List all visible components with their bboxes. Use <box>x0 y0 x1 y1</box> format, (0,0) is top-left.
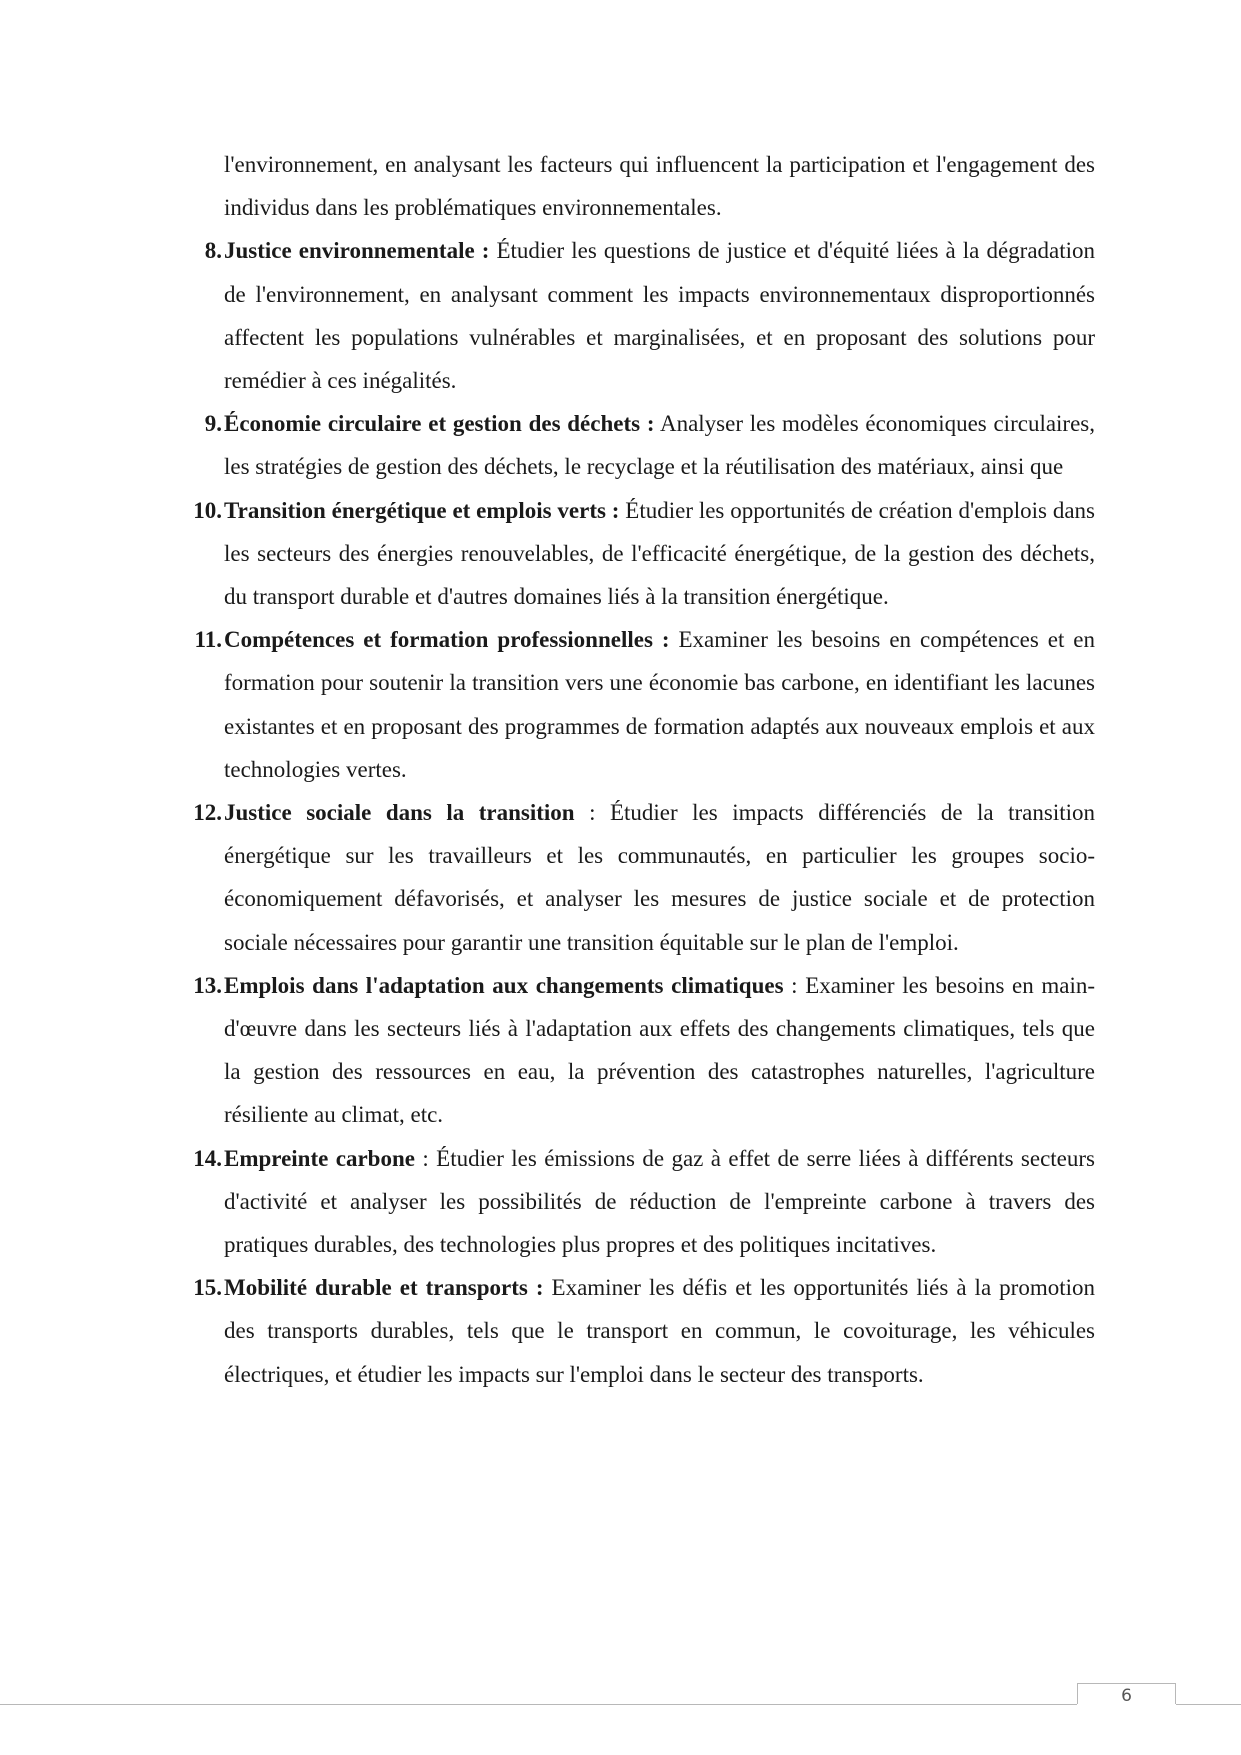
item-number: 8. <box>204 238 222 264</box>
item-number: 9. <box>204 411 222 437</box>
item-title: Emplois dans l'adaptation aux changements climatiques <box>224 972 784 998</box>
item-title: Compétences et formation professionnelles : <box>224 627 670 653</box>
list-item <box>186 402 1095 488</box>
item-body: Étudier les impacts différenciés de la transition énergétique sur les travailleurs et les communautés, en particulier les groupes socio-économiquement défavorisés, et analyser les mesures de justice sociale et de protection sociale nécessaires pour garantir une transition équitable sur le plan de l'emploi. <box>224 800 1096 955</box>
item-body: Examiner les besoins en main-d'œuvre dans les secteurs liés à l'adaptation aux effets des changements climatiques, tels que la gestion des ressources en eau, la prévention des catastrophes naturelles, l'agriculture résiliente au climat, etc. <box>224 972 1095 1128</box>
document-body <box>186 143 1095 1396</box>
item-number: 12. <box>193 800 222 826</box>
item-separator: : <box>414 1145 437 1171</box>
list-item <box>186 229 1095 402</box>
item-separator: : <box>783 972 806 998</box>
item-title: Justice sociale dans la transition <box>224 800 575 826</box>
item-body: Examiner les défis et les opportunités liés à la promotion des transports durables, tels que le transport en commun, le covoiturage, les véhicules électriques, et étudier les impacts sur l'emploi dans le secteur des transports. <box>224 1275 1095 1387</box>
item-separator: : <box>574 800 610 826</box>
item-body: Étudier les questions de justice et d'équité liées à la dégradation de l'environnement, en analysant comment les impacts environnementaux disproportionnés affectent les populations vulnérables et marginalisées, et en proposant des solutions pour remédier à ces inégalités. <box>224 238 1096 394</box>
item-title: Transition énergétique et emplois verts : <box>224 497 620 523</box>
item-title: Économie circulaire et gestion des déchets : <box>224 411 655 437</box>
list-item <box>186 1137 1095 1267</box>
footer-rule-right <box>1176 1704 1241 1705</box>
item-title: Empreinte carbone <box>224 1145 415 1171</box>
continuation-paragraph: l'environnement, en analysant les facteurs qui influencent la participation et l'engagement des individus dans les problématiques environnementales. <box>224 152 1095 221</box>
page-number: 6 <box>1121 1686 1132 1706</box>
list-item <box>186 964 1095 1137</box>
item-separator <box>544 1275 552 1300</box>
item-body: Étudier les opportunités de création d'emplois dans les secteurs des énergies renouvelables, de l'efficacité énergétique, de la gestion des déchets, du transport durable et d'autres domaines liés à la transition énergétique. <box>224 497 1095 610</box>
list-item <box>186 791 1095 964</box>
item-number: 15. <box>193 1275 222 1301</box>
item-body: Analyser les modèles économiques circulaires, les stratégies de gestion des déchets, le recyclage et la réutilisation des matériaux, ainsi que <box>224 411 1095 480</box>
item-number: 10. <box>193 497 222 523</box>
item-title: Justice environnementale : <box>224 238 490 264</box>
item-number: 14. <box>193 1145 222 1171</box>
list-item <box>186 489 1095 619</box>
item-body: Étudier les émissions de gaz à effet de serre liées à différents secteurs d'activité et analyser les possibilités de réduction de l'empreinte carbone à travers des pratiques durables, des technologies plus propres et des politiques incitatives. <box>224 1145 1096 1258</box>
item-number: 13. <box>193 972 222 998</box>
footer-rule-left <box>0 1704 1077 1705</box>
item-body: Examiner les besoins en compétences et en formation pour soutenir la transition vers une économie bas carbone, en identifiant les lacunes existantes et en proposant des programmes de formation adaptés aux nouveaux emplois et aux technologies vertes. <box>224 627 1095 782</box>
item-title: Mobilité durable et transports : <box>224 1275 544 1301</box>
list-item <box>186 618 1095 791</box>
item-number: 11. <box>194 627 222 653</box>
list-item <box>186 1266 1095 1396</box>
numbered-list <box>186 229 1095 1395</box>
